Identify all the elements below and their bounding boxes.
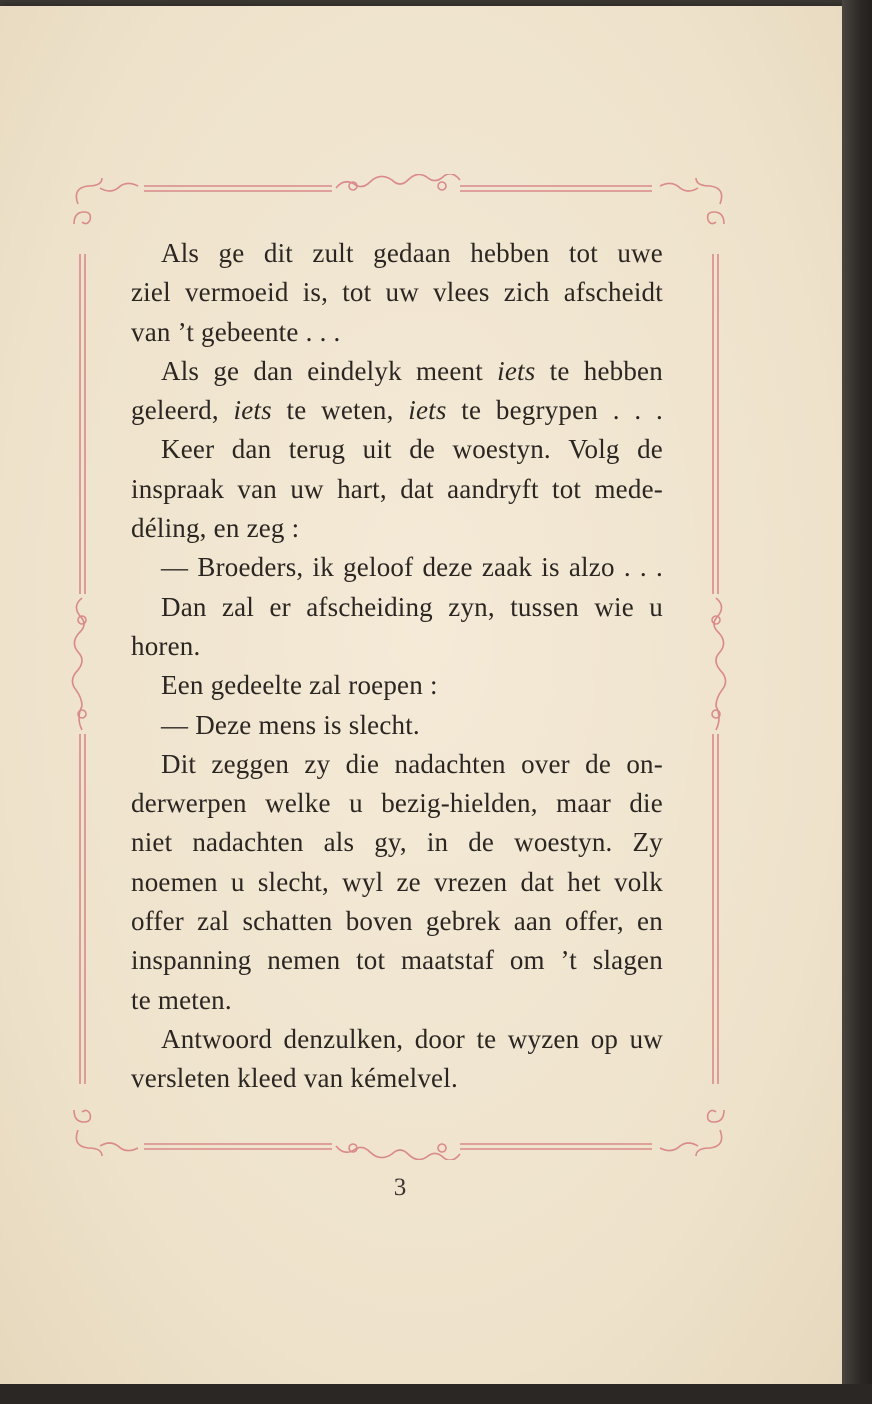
- text-line: Antwoord denzulken, door te wyzen op uw: [161, 1023, 663, 1054]
- body-text: [131, 234, 663, 1099]
- text-line: ziel vermoeid is, tot uw vlees zich afscheidt: [131, 277, 663, 308]
- text-line: van ’t gebeente . . .: [131, 316, 341, 347]
- text-line: Als ge dit zult gedaan hebben tot uwe: [161, 238, 663, 268]
- text-line: versleten kleed van kémelvel.: [131, 1063, 458, 1094]
- text-line: Een gedeelte zal roepen :: [161, 670, 438, 701]
- scan-background: [0, 1384, 872, 1404]
- text-line: geleerd, iets te weten, iets te begrypen . . .: [131, 395, 663, 426]
- page-number: 3: [393, 1174, 407, 1201]
- text-line: inspraak van uw hart, dat aandryft tot mede-: [131, 473, 663, 504]
- text-line: offer zal schatten boven gebrek aan offer, en: [131, 906, 663, 937]
- text-line: Dan zal er afscheiding zyn, tussen wie u: [161, 591, 663, 622]
- text-line: Keer dan terug uit de woestyn. Volg de: [161, 434, 663, 465]
- book-edge: [842, 0, 872, 1404]
- text-line: inspanning nemen tot maatstaf om ’t slagen: [131, 945, 663, 976]
- text-line: — Broeders, ik geloof deze zaak is alzo . . .: [161, 552, 663, 583]
- text-line: déling, en zeg :: [131, 513, 300, 544]
- text-line: horen.: [131, 630, 201, 661]
- text-line: Dit zeggen zy die nadachten over de on-: [161, 748, 663, 779]
- text-line: Als ge dan eindelyk meent iets te hebben: [161, 355, 663, 386]
- text-line: noemen u slecht, wyl ze vrezen dat het volk: [131, 866, 663, 897]
- text-line: niet nadachten als gy, in de woestyn. Zy: [131, 827, 663, 858]
- text-line: derwerpen welke u bezig-hielden, maar die: [131, 788, 663, 819]
- text-line: — Deze mens is slecht.: [161, 709, 420, 740]
- text-line: te meten.: [131, 984, 232, 1015]
- book-page: [0, 6, 842, 1384]
